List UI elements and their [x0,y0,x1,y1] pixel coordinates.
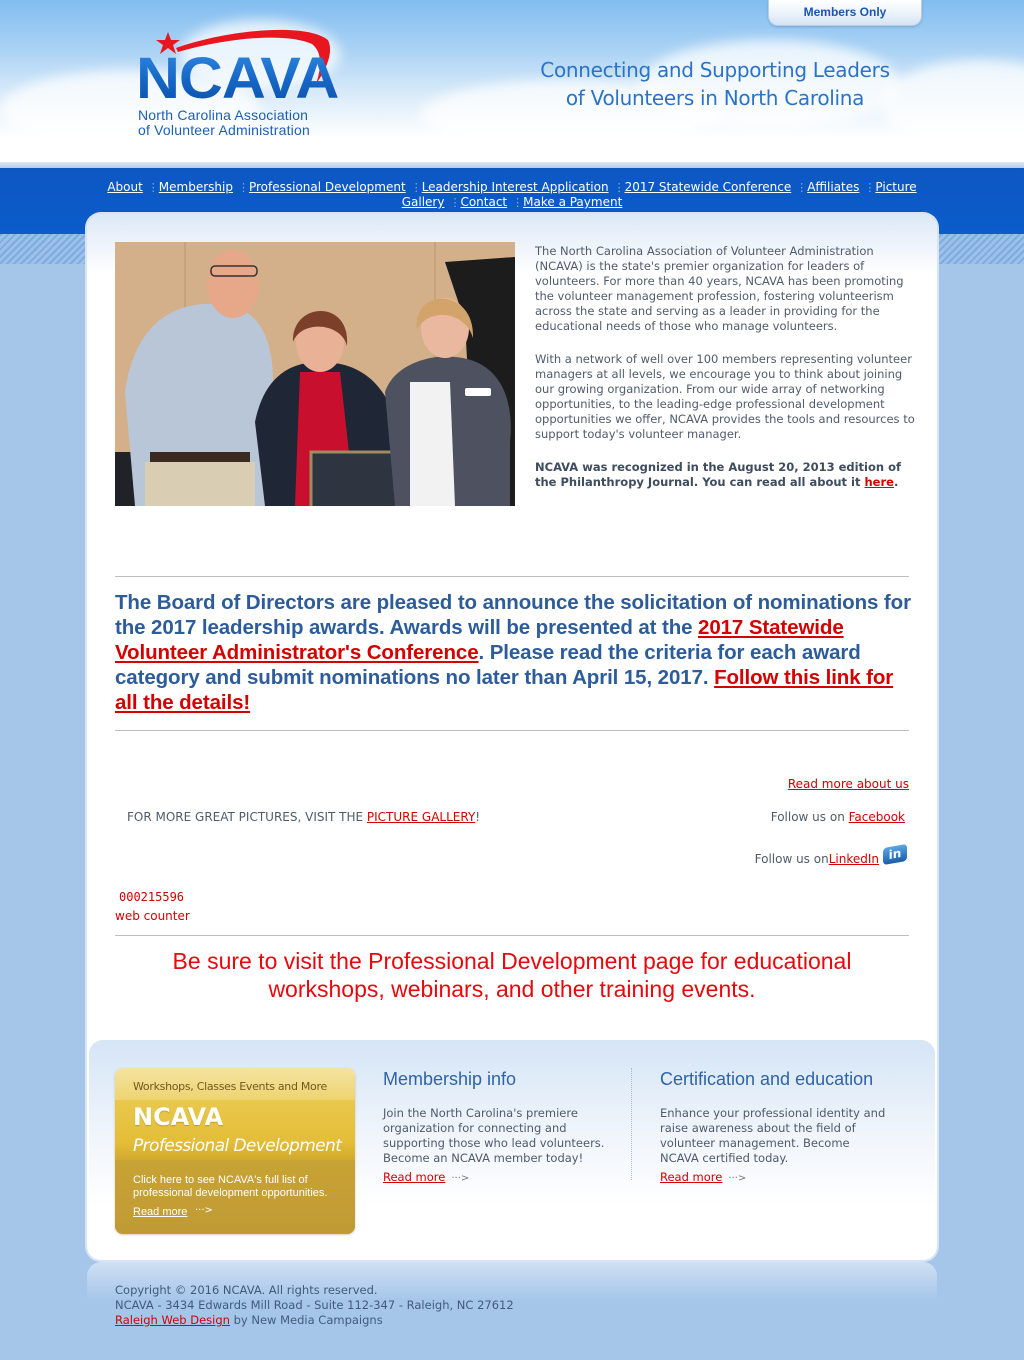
philanthropy-journal-link[interactable]: here [864,475,894,489]
nav-separator: ⋮ [147,181,159,194]
banner-kicker: Workshops, Classes Events and More [133,1080,327,1093]
banner-description: Click here to see NCAVA's full list of professional development opportunities. [133,1174,328,1199]
conference-link[interactable]: 2017 Statewide Volunteer Administrator's Conference [115,616,844,664]
gallery-callout-suffix: ! [475,810,481,824]
nav-separator: ⋮ [864,181,876,194]
announcement-text: . Please read the criteria for each award category and submit nominations no later than April 15, 2017. [115,641,861,689]
banner-read-more-link[interactable]: Read more [133,1206,188,1218]
gallery-callout-text: FOR MORE GREAT PICTURES, VISIT THE [127,810,367,824]
nav-leadership-interest-application[interactable]: Leadership Interest Application [421,180,609,194]
site-footer [115,1283,615,1328]
nav-about[interactable]: About [107,180,143,194]
nav-separator: ⋮ [796,181,808,194]
recognition-paragraph [535,460,915,490]
web-counter-link[interactable]: web counter [115,909,190,923]
pd-note-line: Be sure to visit the Professional Development page for educational [172,948,852,974]
award-photo [115,242,515,506]
divider [115,576,909,577]
nav-professional-development[interactable]: Professional Development [248,180,406,194]
logo-subtitle [138,108,310,138]
nav-contact[interactable]: Contact [460,195,508,209]
nav-separator: ⋮ [613,181,625,194]
tagline-line: Connecting and Supporting Leaders [540,58,890,82]
logo-subtitle-line: of Volunteer Administration [138,122,310,138]
award-details-link[interactable]: Follow this link for all the details! [115,666,894,714]
membership-info-body: Join the North Carolina's premiere organization for connecting and supporting those who lead volunteers. Become an NCAVA member today! [383,1106,605,1165]
nav-picture-gallery[interactable]: Picture Gallery [401,180,917,209]
divider [115,935,909,936]
professional-development-banner[interactable] [115,1068,355,1234]
membership-info [383,1068,613,1185]
nav-separator: ⋮ [410,181,422,194]
copyright: Copyright © 2016 NCAVA. All rights reserved. [115,1283,378,1297]
nav-separator: ⋮ [237,181,249,194]
arrow-right-icon: ···> [451,1173,470,1184]
facebook-link[interactable]: Facebook [848,810,905,824]
follow-text: Follow us on [754,852,829,866]
membership-read-more-link[interactable]: Read more [383,1170,446,1184]
pd-note-line: workshops, webinars, and other training events. [268,976,756,1002]
linkedin-icon[interactable]: in [883,844,907,865]
main-content-card [87,214,937,1260]
recognition-text: NCAVA was recognized in the August 20, 2013 edition of the Philanthropy Journal. You can read all about it [535,460,901,489]
site-header [0,0,1024,162]
photo-illustration [115,242,515,506]
address: NCAVA - 3434 Edwards Mill Road - Suite 112-347 - Raleigh, NC 27612 [115,1298,514,1312]
feature-section [89,1040,935,1260]
banner-title: NCAVA [133,1103,224,1131]
intro-paragraph: With a network of well over 100 members representing volunteer managers at all levels, we encourage you to think about joining our growing organization. From our wide array of networking opportunities, to the leading-edge professional development opportunities we offer, NCAVA provides the tools and resources to support today's volunteer manager. [535,352,915,441]
picture-gallery-link[interactable]: PICTURE GALLERY [366,810,476,824]
banner-subtitle: Professional Development [133,1136,342,1156]
certification-body: Enhance your professional identity and raise awareness about the field of volunteer management. Become NCAVA certified today. [660,1106,886,1165]
certification-title: Certification and education [660,1069,874,1089]
design-credit [115,1313,615,1328]
logo-subtitle-line: North Carolina Association [138,107,309,123]
ncava-logo[interactable] [136,22,339,142]
announcement-text: The Board of Directors are pleased to announce the solicitation of nominations for the 2017 leadership awards. Awards will be presented at the [115,591,911,639]
follow-text: Follow us on [770,810,849,824]
follow-linkedin [755,846,907,867]
web-counter-value: 000215596 [119,890,185,904]
main-nav [95,180,929,210]
members-only-button[interactable]: Members Only [768,0,922,26]
divider [115,730,909,731]
nav-make-a-payment[interactable]: Make a Payment [523,195,623,209]
arrow-right-icon: ···> [728,1173,747,1184]
intro-text [535,244,915,508]
arrow-right-icon: ···> [195,1205,213,1216]
nav-affiliates[interactable]: Affiliates [807,180,860,194]
awards-announcement [115,590,915,715]
follow-facebook [771,810,905,825]
professional-development-note [115,947,909,1003]
logo-wordmark: NCAVA [136,46,339,111]
recognition-end: . [893,475,899,489]
linkedin-link[interactable]: LinkedIn [828,852,879,866]
tagline-line: of Volunteers in North Carolina [565,86,865,110]
nav-separator: ⋮ [512,196,524,209]
nav-statewide-conference[interactable]: 2017 Statewide Conference [624,180,792,194]
nav-separator: ⋮ [449,196,461,209]
membership-info-title: Membership info [383,1069,517,1089]
intro-paragraph: The North Carolina Association of Volunteer Administration (NCAVA) is the state's premier organization for leaders of volunteers. For more than 40 years, NCAVA has been promoting the volunteer management profession, fostering volunteerism across the state and serving as a leader in providing for the educational needs of those who manage volunteers. [535,244,904,333]
gallery-callout [127,810,480,825]
design-credit-suffix: by New Media Campaigns [229,1313,383,1327]
site-tagline [520,56,910,112]
raleigh-web-design-link[interactable]: Raleigh Web Design [115,1313,230,1327]
read-more-about-us-link[interactable]: Read more about us [787,777,909,791]
certification-info [660,1068,890,1185]
column-divider [631,1068,632,1180]
nav-membership[interactable]: Membership [158,180,233,194]
certification-read-more-link[interactable]: Read more [660,1170,723,1184]
